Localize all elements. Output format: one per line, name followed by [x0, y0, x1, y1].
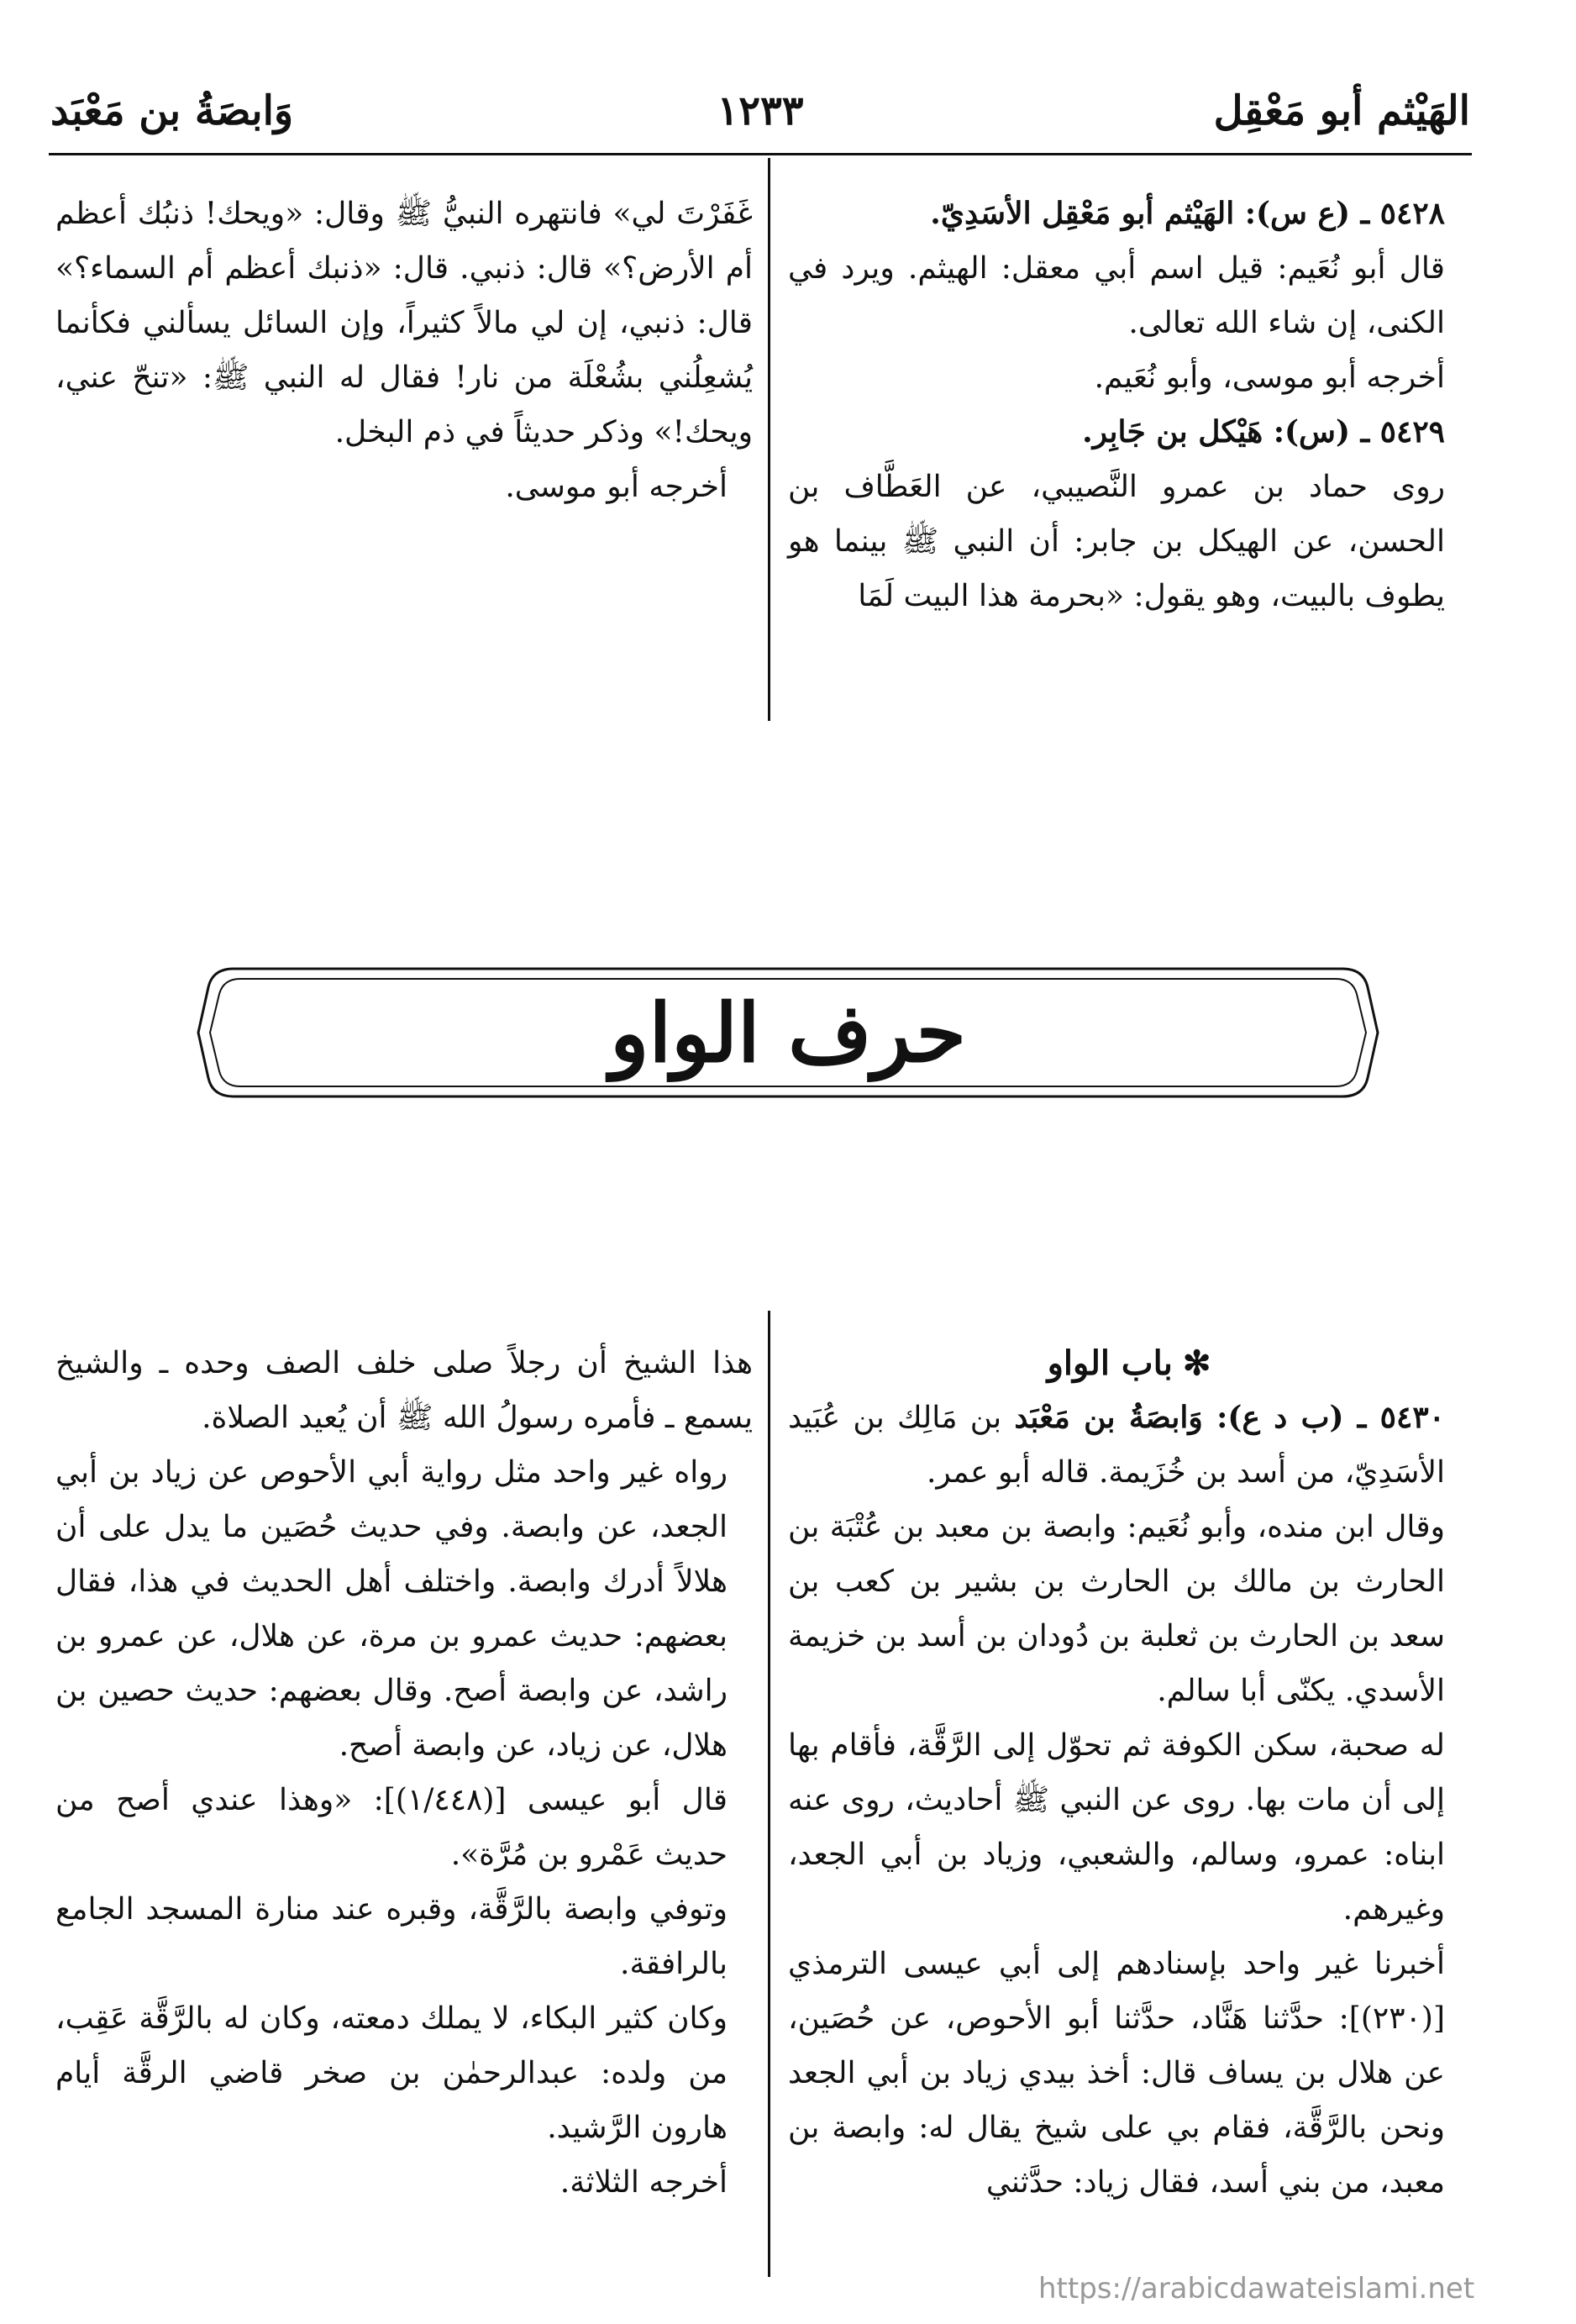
column-divider-bottom — [768, 1311, 770, 2277]
entry-5429-heading: ٥٤٢٩ ـ (س): هَيْكل بن جَابِر. — [1082, 414, 1445, 450]
column-divider-top — [768, 158, 770, 721]
star-icon: ✻ — [1182, 1343, 1211, 1383]
section-banner — [192, 962, 1384, 1103]
entry-5430-text-7: وكان كثير البكاء، لا يملك دمعته، وكان له بالرَّقَّة عَقِب، من ولده: عبدالرحمٰن بن صخر قاضي الرقَّة أيام هارون الرَّشيد. — [55, 2001, 728, 2145]
entry-5430-source: أخرجه الثلاثة. — [559, 2165, 728, 2200]
top-right-column — [788, 187, 1470, 623]
entry-5430-continuation: هذا الشيخ أن رجلاً صلى خلف الصف وحده ـ والشيخ يسمع ـ فأمره رسولُ الله ﷺ أن يُعيد الصلاة. — [55, 1346, 753, 1435]
entry-5428-heading: ٥٤٢٨ ـ (ع س): الهَيْثم أبو مَعْقِل الأسَدِيّ. — [930, 196, 1445, 231]
entry-5430-text-5: قال أبو عيسى [(١/٤٤٨)]: «وهذا عندي أصح من حديث عَمْرو بن مُرَّة». — [55, 1783, 728, 1872]
running-header — [50, 87, 1470, 146]
header-rule — [49, 153, 1472, 155]
entry-5429-source: أخرجه أبو موسى. — [505, 470, 728, 504]
bottom-right-column — [788, 1336, 1470, 2210]
entry-5430-heading: ٥٤٣٠ ـ (ب د ع): وَابصَةُ بن مَعْبَد — [1014, 1400, 1446, 1435]
entry-5428-text: قال أبو نُعَيم: قيل اسم أبي معقل: الهيثم. ويرد في الكنى، إن شاء الله تعالى. — [788, 251, 1445, 340]
top-left-column — [55, 187, 753, 514]
entry-5430-text-3: أخبرنا غير واحد بإسنادهم إلى أبي عيسى الترمذي [(٢٣٠)]: حدَّثنا هَنَّاد، حدَّثنا أبو الأحوص، عن حُصَين، عن هلال بن يساف قال: أخذ بيدي زياد بن أبي الجعد ونحن بالرَّقَّة، فقام بي على شيخ يقال له: وابصة بن معبد، من بني أسد، فقال زياد: حدَّثني — [788, 1947, 1445, 2200]
chapter-title — [788, 1336, 1470, 1391]
chapter-title-text: باب الواو — [1047, 1343, 1173, 1383]
entry-5429-text: روى حماد بن عمرو النَّصيبي، عن العَطَّاف بن الحسن، عن الهيكل بن جابر: أن النبي ﷺ بينما هو يطوف بالبيت، وهو يقول: «بحرمة هذا البيت لَمَا — [788, 470, 1445, 613]
entry-5430-text-1: وقال ابن منده، وأبو نُعَيم: وابصة بن معبد بن عُتْبَة بن الحارث بن مالك بن الحارث بن بشير بن كعب بن سعد بن الحارث بن ثعلبة بن دُودان بن أسد بن خزيمة الأسدي. يكنّى أبا سالم. — [788, 1510, 1445, 1708]
watermark-url: https://arabicdawateislami.net — [1038, 2272, 1475, 2306]
entry-5429-continuation: غَفَرْتَ لي» فانتهره النبيُّ ﷺ وقال: «ويحك! ذنبُك أعظم أم الأرض؟» قال: ذنبي. قال: «ذنبك أعظم أم السماء؟» قال: ذنبي، إن لي مالاً كثيراً، وإن السائل يسألني فكأنما يُشعِلُني بشُعْلَة من نار! فقال له النبي ﷺ: «تنحّ عني، ويحك!» وذكر حديثاً في ذم البخل. — [55, 197, 753, 450]
entry-5430-text-6: وتوفي وابصة بالرَّقَّة، وقبره عند منارة المسجد الجامع بالرافقة. — [55, 1892, 728, 1981]
entry-5430-lineage: بن مَالِك بن عُبَيد الأسَدِيّ، من أسد بن خُزَيمة. قاله أبو عمر. — [788, 1401, 1445, 1490]
entry-5430-text-4: رواه غير واحد مثل رواية أبي الأحوص عن زياد بن أبي الجعد، عن وابصة. وفي حديث حُصَين ما يدل على أن هلالاً أدرك وابصة. واختلف أهل الحديث في هذا، فقال بعضهم: حديث عمرو بن مرة، عن هلال، عن عمرو بن راشد، عن وابصة أصح. وقال بعضهم: حديث حصين بن هلال، عن زياد، عن وابصة أصح. — [55, 1455, 728, 1763]
entry-5430-text-2: له صحبة، سكن الكوفة ثم تحوّل إلى الرَّقَّة، فأقام بها إلى أن مات بها. روى عن النبي ﷺ أحاديث، روى عنه ابناه: عمرو، وسالم، والشعبي، وزياد بن أبي الجعد، وغيرهم. — [788, 1728, 1445, 1927]
bottom-left-column — [55, 1336, 753, 2210]
banner-title: حرف الواو — [610, 985, 966, 1081]
entry-5428-source: أخرجه أبو موسى، وأبو نُعَيم. — [1094, 360, 1445, 395]
header-right-title: الهَيْثم أبو مَعْقِل — [1213, 87, 1470, 134]
page-number: ١٢٣٣ — [717, 87, 804, 134]
header-left-title: وَابصَةُ بن مَعْبَد — [50, 87, 294, 134]
entry-5430-opening — [788, 1391, 1470, 1500]
